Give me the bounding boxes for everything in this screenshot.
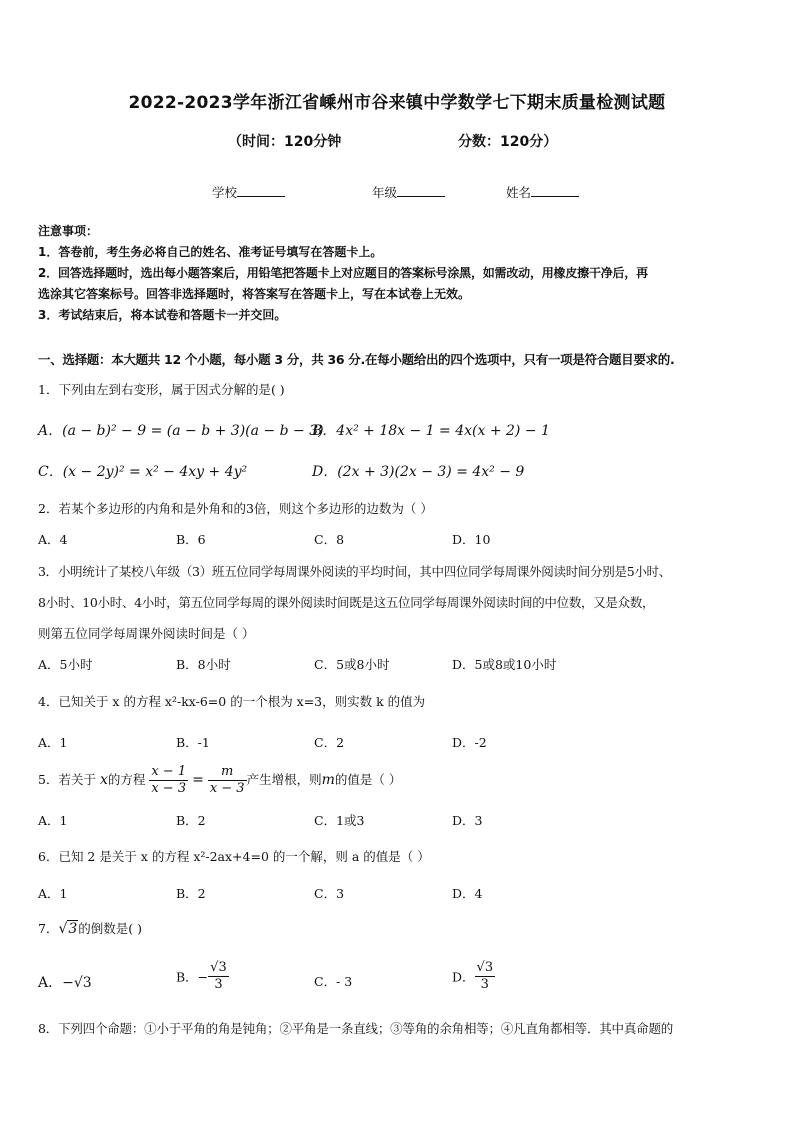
question-3-option-c[interactable]: C．5或8小时 [314,657,390,672]
question-3-option-d[interactable]: D．5或8或10小时 [452,657,557,672]
question-2-option-b[interactable]: B．6 [176,532,206,547]
question-4-option-c[interactable]: C．2 [314,735,345,750]
question-4-option-a[interactable]: A．1 [38,735,68,750]
variable-x: x [99,772,108,788]
question-2-stem: 2．若某个多边形的内角和是外角和的3倍，则这个多边形的边数为（ ） [38,501,433,516]
school-blank[interactable] [237,186,285,197]
fraction: $\frac{x - 1}{x - 3}$ [151,764,187,796]
sqrt-expression: √3 [58,921,78,937]
question-2-option-d[interactable]: D．10 [452,532,491,547]
notice-item: 1．答卷前，考生务必将自己的姓名、准考证号填写在答题卡上。 [38,245,383,259]
question-5-option-d[interactable]: D．3 [452,813,483,828]
question-6-option-a[interactable]: A．1 [38,886,68,901]
question-3-option-b[interactable]: B．8小时 [176,657,231,672]
question-8-stem: 8．下列四个命题：①小于平角的角是钝角；②平角是一条直线；③等角的余角相等；④凡直角都相等．其中真命题的 [38,1021,674,1036]
question-1-option-b[interactable]: B．4x² + 18x − 1 = 4x(x + 2) − 1 [312,423,550,439]
question-5-stem: 5．若关于 x的方程 $\frac{x - 1}{x - 3}$ = $\frac{m}{x - 3}$ 产生增根，则m的值是（ ） [38,764,402,796]
name-field: 姓名 [506,183,579,201]
question-5-option-b[interactable]: B．2 [176,813,206,828]
exam-score: 分数：120分） [458,134,558,150]
question-5-option-c[interactable]: C．1或3 [314,813,365,828]
question-3-line: 8小时、10小时、4小时，第五位同学每周的课外阅读时间既是这五位同学每周课外阅读时间的中位数，又是众数， [38,595,655,610]
grade-field: 年级 [372,183,445,201]
question-2-option-a[interactable]: A．4 [38,532,68,547]
exam-time: （时间：120分钟 [228,134,342,150]
question-4-option-b[interactable]: B．-1 [176,735,210,750]
question-6-option-c[interactable]: C．3 [314,886,345,901]
question-7-option-d[interactable]: D． $\frac{√3}{3}$ [452,960,494,992]
question-3-line: 则第五位同学每周课外阅读时间是（ ） [38,626,255,641]
question-4-option-d[interactable]: D．-2 [452,735,487,750]
question-7-option-b[interactable]: B．− $\frac{√3}{3}$ [176,960,227,992]
question-2-option-c[interactable]: C．8 [314,532,345,547]
question-1-stem: 1．下列由左到右变形，属于因式分解的是( ) [38,382,285,397]
grade-blank[interactable] [397,186,445,197]
notice-heading: 注意事项： [38,224,99,238]
question-7-stem: 7．√3的倒数是( ) [38,921,143,937]
question-4-stem: 4．已知关于 x 的方程 x²-kx-6=0 的一个根为 x=3，则实数 k 的值为 [38,694,426,709]
question-1-option-a[interactable]: A．(a − b)² − 9 = (a − b + 3)(a − b − 3) [38,423,324,439]
school-field: 学校 [212,183,285,201]
exam-title: 2022-2023学年浙江省嵊州市谷来镇中学数学七下期末质量检测试题 [128,93,666,113]
question-1-option-c[interactable]: C．(x − 2y)² = x² − 4xy + 4y² [38,464,248,480]
fraction: $\frac{√3}{3}$ [476,960,494,992]
question-3-line: 3．小明统计了某校八年级（3）班五位同学每周课外阅读的平均时间，其中四位同学每周课外阅读时间分别是5小时、 [38,564,671,579]
fraction: $\frac{m}{x - 3}$ [209,764,245,796]
question-3-option-a[interactable]: A．5小时 [38,657,93,672]
question-6-option-d[interactable]: D．4 [452,886,483,901]
question-1-option-d[interactable]: D．(2x + 3)(2x − 3) = 4x² − 9 [312,464,525,480]
notice-item: 选涂其它答案标号。回答非选择题时，将答案写在答题卡上，写在本试卷上无效。 [38,287,471,301]
section-heading: 一、选择题：本大题共 12 个小题，每小题 3 分，共 36 分.在每小题给出的四个选项中，只有一项是符合题目要求的. [38,352,675,367]
notice-item: 2．回答选择题时，选出每小题答案后，用铅笔把答题卡上对应题目的答案标号涂黑，如需改动，用橡皮擦干净后，再 [38,266,648,280]
question-7-option-c[interactable]: C．- 3 [314,974,353,989]
notice-item: 3．考试结束后，将本试卷和答题卡一并交回。 [38,308,287,322]
question-7-option-a[interactable]: A．−√3 [38,975,92,991]
fraction: $\frac{√3}{3}$ [210,960,227,992]
name-blank[interactable] [531,186,579,197]
question-6-stem: 6．已知 2 是关于 x 的方程 x²-2ax+4=0 的一个解，则 a 的值是（ ） [38,849,430,864]
question-5-option-a[interactable]: A．1 [38,813,68,828]
variable-m: m [321,772,335,788]
question-6-option-b[interactable]: B．2 [176,886,206,901]
notice-block [38,221,758,326]
